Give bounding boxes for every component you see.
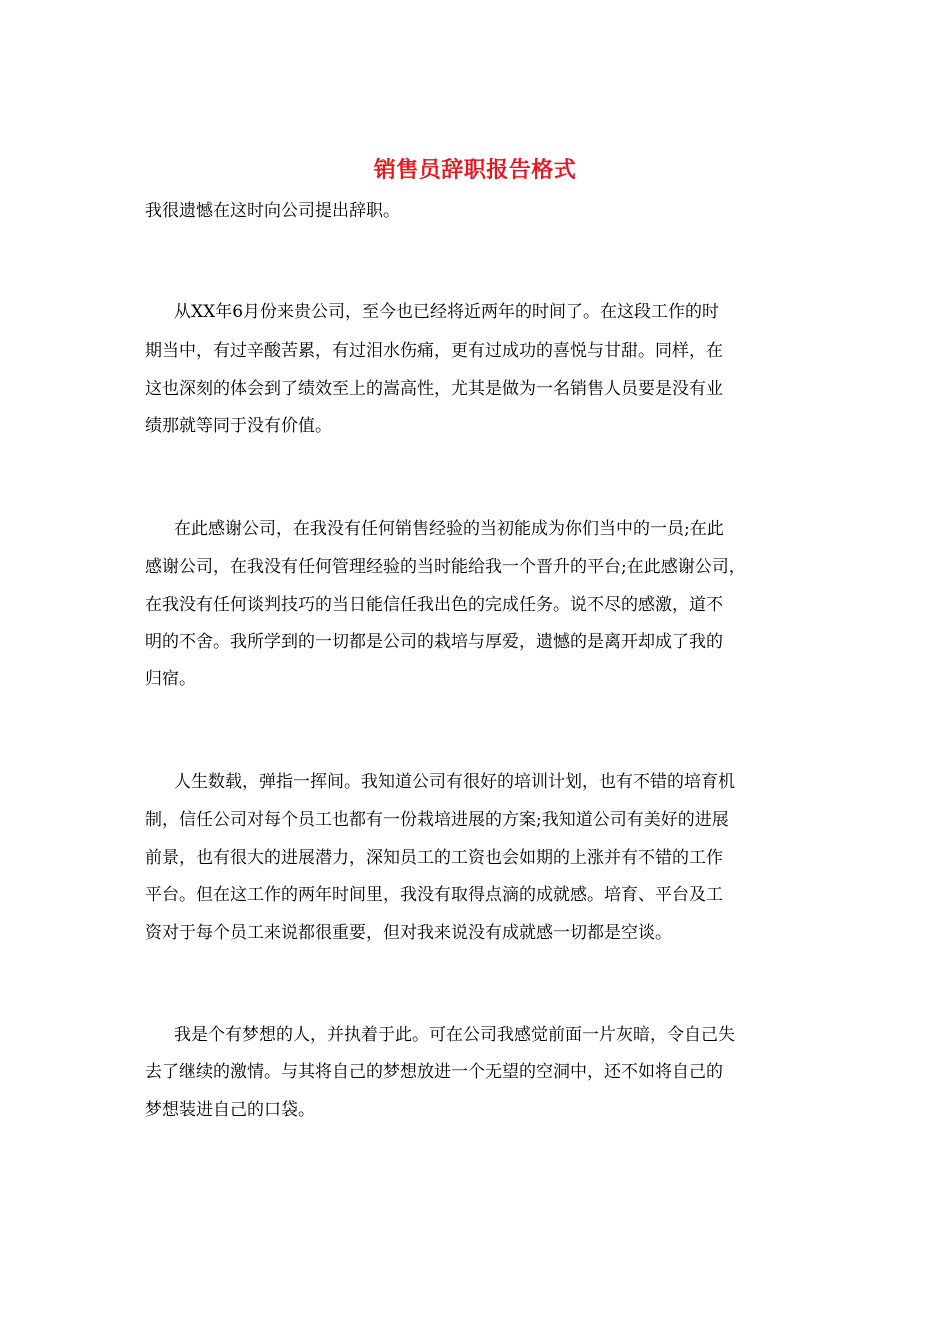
paragraph-line: 这也深刻的体会到了绩效至上的嵩高性，尤其是做为一名销售人员要是没有业: [145, 379, 723, 399]
paragraph-line: 资对于每个员工来说都很重要，但对我来说没有成就感一切都是空谈。: [145, 923, 672, 943]
page-title: 销售员辞职报告格式: [373, 157, 577, 183]
paragraph-line: 人生数载，弹指一挥间。我知道公司有很好的培训计划，也有不错的培育机: [174, 772, 735, 792]
paragraph-line: 从XX年6月份来贵公司，至今也已经将近两年的时间了。在这段工作的时: [174, 302, 720, 322]
paragraph-line: 感谢公司，在我没有任何管理经验的当时能给我一个晋升的平台;在此感谢公司，: [145, 557, 746, 577]
paragraph-line: 我是个有梦想的人，并执着于此。可在公司我感觉前面一片灰暗，令自己失: [174, 1025, 735, 1045]
paragraph-line: 在此感谢公司，在我没有任何销售经验的当初能成为你们当中的一员;在此: [174, 519, 724, 539]
paragraph-line: 梦想装进自己的口袋。: [145, 1100, 315, 1120]
paragraph-line: 明的不舍。我所学到的一切都是公司的栽培与厚爱，遗憾的是离开却成了我的: [145, 632, 723, 652]
paragraph-line: 前景，也有很大的进展潜力，深知员工的工资也会如期的上涨并有不错的工作: [145, 848, 723, 868]
intro-line: 我很遗憾在这时向公司提出辞职。: [145, 201, 400, 221]
paragraph-line: 归宿。: [145, 669, 196, 689]
paragraph-line: 去了继续的激情。与其将自己的梦想放进一个无望的空洞中，还不如将自己的: [145, 1062, 723, 1082]
paragraph-line: 制，信任公司对每个员工也都有一份栽培进展的方案;我知道公司有美好的进展: [145, 810, 729, 830]
paragraph-line: 绩那就等同于没有价值。: [145, 416, 332, 436]
paragraph-line: 期当中，有过辛酸苦累，有过泪水伤痛，更有过成功的喜悦与甘甜。同样，在: [145, 341, 723, 361]
paragraph-line: 在我没有任何谈判技巧的当日能信任我出色的完成任务。说不尽的感激，道不: [145, 595, 723, 615]
paragraph-line: 平台。但在这工作的两年时间里，我没有取得点滴的成就感。培育、平台及工: [145, 885, 723, 905]
